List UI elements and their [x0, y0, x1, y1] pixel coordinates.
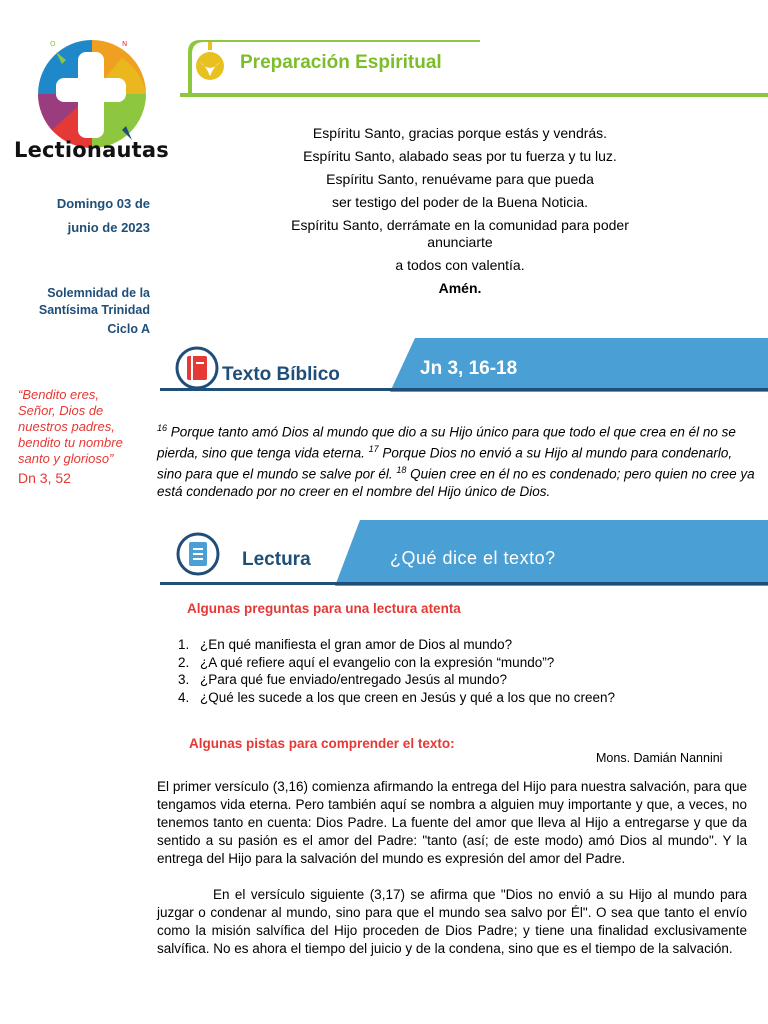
- section-title-texto-biblico: Texto Bíblico: [222, 364, 340, 385]
- sidebar-date: [20, 192, 150, 240]
- bible-text: [157, 420, 757, 501]
- verse-text: Porque Dios no envió a su Hijo al mundo para condenarlo, sino para que el mundo se salve por él.: [157, 445, 733, 482]
- section-title-lectura: Lectura: [242, 549, 311, 570]
- section-subtitle: ¿Qué dice el texto?: [390, 548, 556, 568]
- list-item: 2. ¿A qué refiere aquí el evangelio con la expresión “mundo”?: [178, 654, 555, 670]
- svg-text:O: O: [50, 40, 56, 48]
- verse-number: 17: [368, 444, 379, 454]
- prayer-line: ser testigo del poder de la Buena Noticia.: [331, 194, 589, 210]
- prayer-line: Espíritu Santo, derrámate en la comunidad para poder anunciarte: [291, 217, 629, 250]
- prayer-line: a todos con valentía.: [395, 257, 525, 273]
- clues-heading: Algunas pistas para comprender el texto:: [189, 736, 455, 751]
- verse-text: Quien cree en él no es condenado; pero quien no cree ya está condenado por no creer en el nombre del Hijo único de Dios.: [157, 466, 755, 499]
- verse-text: Porque tanto amó Dios al mundo que dio a su Hijo único para que todo el que crea en él no se pierda, sino que tenga vida eterna.: [157, 424, 736, 461]
- holy-spirit-icon: [190, 40, 230, 84]
- prayer-closing: Amén.: [438, 280, 482, 296]
- section-underline: [180, 93, 768, 97]
- prayer-line: Espíritu Santo, gracias porque estás y vendrás.: [312, 125, 608, 141]
- list-item: 1. ¿En qué manifiesta el gran amor de Dios al mundo?: [178, 637, 513, 652]
- questions-list: [178, 636, 615, 706]
- prayer-text: [260, 125, 660, 303]
- liturgical-cycle: Ciclo A: [107, 322, 150, 336]
- bible-icon: [186, 352, 226, 392]
- verse-number: 16: [157, 423, 168, 433]
- logo-wordmark: Lectionautas: [14, 138, 169, 162]
- bible-reference: Jn 3, 16-18: [420, 358, 518, 379]
- sidebar-feast: [20, 285, 150, 338]
- prayer-line: Espíritu Santo, alabado seas por tu fuerza y tu luz.: [303, 148, 617, 164]
- questions-heading: Algunas preguntas para una lectura atenta: [187, 601, 461, 616]
- sidebar-quote-reference: Dn 3, 52: [18, 470, 71, 486]
- list-item: 3. ¿Para qué fue enviado/entregado Jesús al mundo?: [178, 672, 507, 687]
- svg-text:N: N: [122, 40, 128, 48]
- commentary-paragraph: El primer versículo (3,16) comienza afirmando la entrega del Hijo para nuestra salvación, para que tengamos vida eterna. Pero también aquí se nombra a alguien muy importante y que, a veces, no tenemos tanto en cuenta: Dios Padre. La fuente del amor que lleva al Hijo a entregarse y que da sentido a su pasión es el amor del Padre: "tanto (así; de este modo) amó Dios al mundo". Y la entrega del Hijo para la salvación del mundo es expresión del amor del Padre.: [157, 779, 747, 866]
- date-line-1: Domingo 03 de: [56, 196, 150, 211]
- feast-line-1: Solemnidad de la: [47, 286, 150, 300]
- verse-number: 18: [396, 465, 407, 475]
- author-name: Mons. Damián Nannini: [596, 751, 723, 765]
- list-item: 4. ¿Qué les sucede a los que creen en Jesús y qué a los que no creen?: [178, 689, 616, 705]
- feast-line-2: Santísima Trinidad: [38, 303, 150, 317]
- section-title-preparacion: Preparación Espiritual: [240, 52, 442, 73]
- commentary-paragraph: En el versículo siguiente (3,17) se afirma que "Dios no envió a su Hijo al mundo para juzgar o condenar al mundo, sino para que el mundo sea salvo por Él". O sea que tanto el envío como la misión salvífica del Hijo proceden de Dios Padre; y tiene una finalidad exclusivamente salvífica. No es ahora el tiempo del juicio y de la condena, sino que es el tiempo de la salvación.: [157, 887, 747, 956]
- prayer-line: Espíritu Santo, renuévame para que pueda: [326, 171, 594, 187]
- document-icon: [188, 534, 228, 574]
- sidebar-quote: “Bendito eres, Señor, Dios de nuestros padres, bendito tu nombre santo y glorioso”: [18, 387, 123, 466]
- date-line-2: junio de 2023: [67, 220, 150, 235]
